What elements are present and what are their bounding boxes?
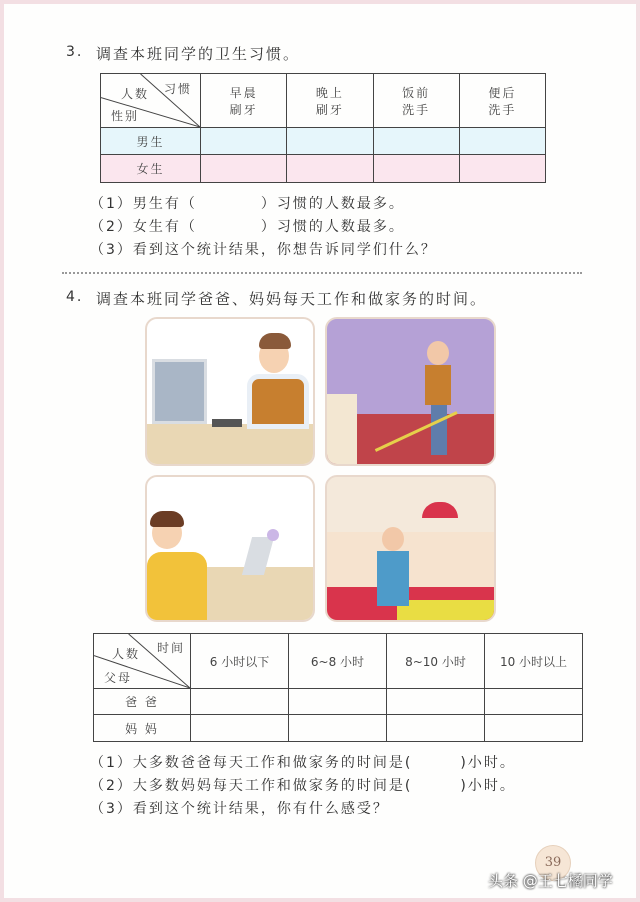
row-header: 男生 [101, 128, 201, 155]
illustration-mother-laptop [145, 475, 315, 622]
row-header: 爸 爸 [94, 689, 191, 715]
question: （1）男生有（ ）习惯的人数最多。 [90, 196, 405, 212]
corner-top-label: 习惯 [163, 82, 192, 96]
column-header: 6~8 小时 [289, 634, 387, 689]
section3-number: 3. [66, 44, 84, 60]
question: （1）大多数爸爸每天工作和做家务的时间是( )小时。 [90, 755, 516, 771]
cell[interactable] [201, 155, 287, 183]
table-row-boys [101, 128, 546, 155]
hygiene-table [100, 73, 546, 183]
column-header: 6 小时以下 [191, 634, 289, 689]
cell[interactable] [485, 689, 583, 715]
cell[interactable] [485, 715, 583, 742]
table-row-girls [101, 155, 546, 183]
cell[interactable] [373, 155, 459, 183]
corner-middle-label: 人数 [121, 87, 150, 101]
cell[interactable] [191, 689, 289, 715]
page-number: 39 [535, 845, 571, 881]
section-divider [62, 272, 582, 274]
table-corner-header [94, 634, 191, 689]
corner-middle-label: 人数 [112, 647, 141, 661]
column-header: 早晨 刷牙 [201, 74, 287, 128]
cell[interactable] [387, 689, 485, 715]
column-header: 便后 洗手 [459, 74, 545, 128]
column-header: 8~10 小时 [387, 634, 485, 689]
table-corner-header [101, 74, 201, 128]
question: （2）女生有（ ）习惯的人数最多。 [90, 219, 405, 235]
column-header: 晚上 刷牙 [287, 74, 373, 128]
column-header: 10 小时以上 [485, 634, 583, 689]
work-time-table [93, 633, 583, 742]
cell[interactable] [287, 155, 373, 183]
illustration-father-mopping [325, 317, 496, 466]
cell[interactable] [289, 689, 387, 715]
column-header: 饭前 洗手 [373, 74, 459, 128]
cell[interactable] [459, 155, 545, 183]
corner-top-label: 时间 [156, 641, 185, 655]
cell[interactable] [201, 128, 287, 155]
table-row-mother [94, 715, 583, 742]
question: （2）大多数妈妈每天工作和做家务的时间是( )小时。 [90, 778, 516, 794]
section4-title: 调查本班同学爸爸、妈妈每天工作和做家务的时间。 [96, 290, 488, 308]
illustration-father-computer [145, 317, 315, 466]
row-header: 妈 妈 [94, 715, 191, 742]
cell[interactable] [373, 128, 459, 155]
row-header: 女生 [101, 155, 201, 183]
table-row-father [94, 689, 583, 715]
cell[interactable] [289, 715, 387, 742]
watermark: 头条 @王七橘同学 [488, 872, 613, 890]
cell[interactable] [287, 128, 373, 155]
question: （3）看到这个统计结果，你有什么感受？ [90, 801, 389, 817]
cell[interactable] [387, 715, 485, 742]
corner-bottom-label: 性别 [111, 109, 140, 123]
corner-bottom-label: 父母 [104, 671, 133, 685]
cell[interactable] [459, 128, 545, 155]
illustration-mother-cooking [325, 475, 496, 622]
cell[interactable] [191, 715, 289, 742]
section3-title: 调查本班同学的卫生习惯。 [96, 45, 301, 63]
section4-number: 4. [66, 289, 84, 305]
question: （3）看到这个统计结果，你想告诉同学们什么？ [90, 242, 437, 258]
